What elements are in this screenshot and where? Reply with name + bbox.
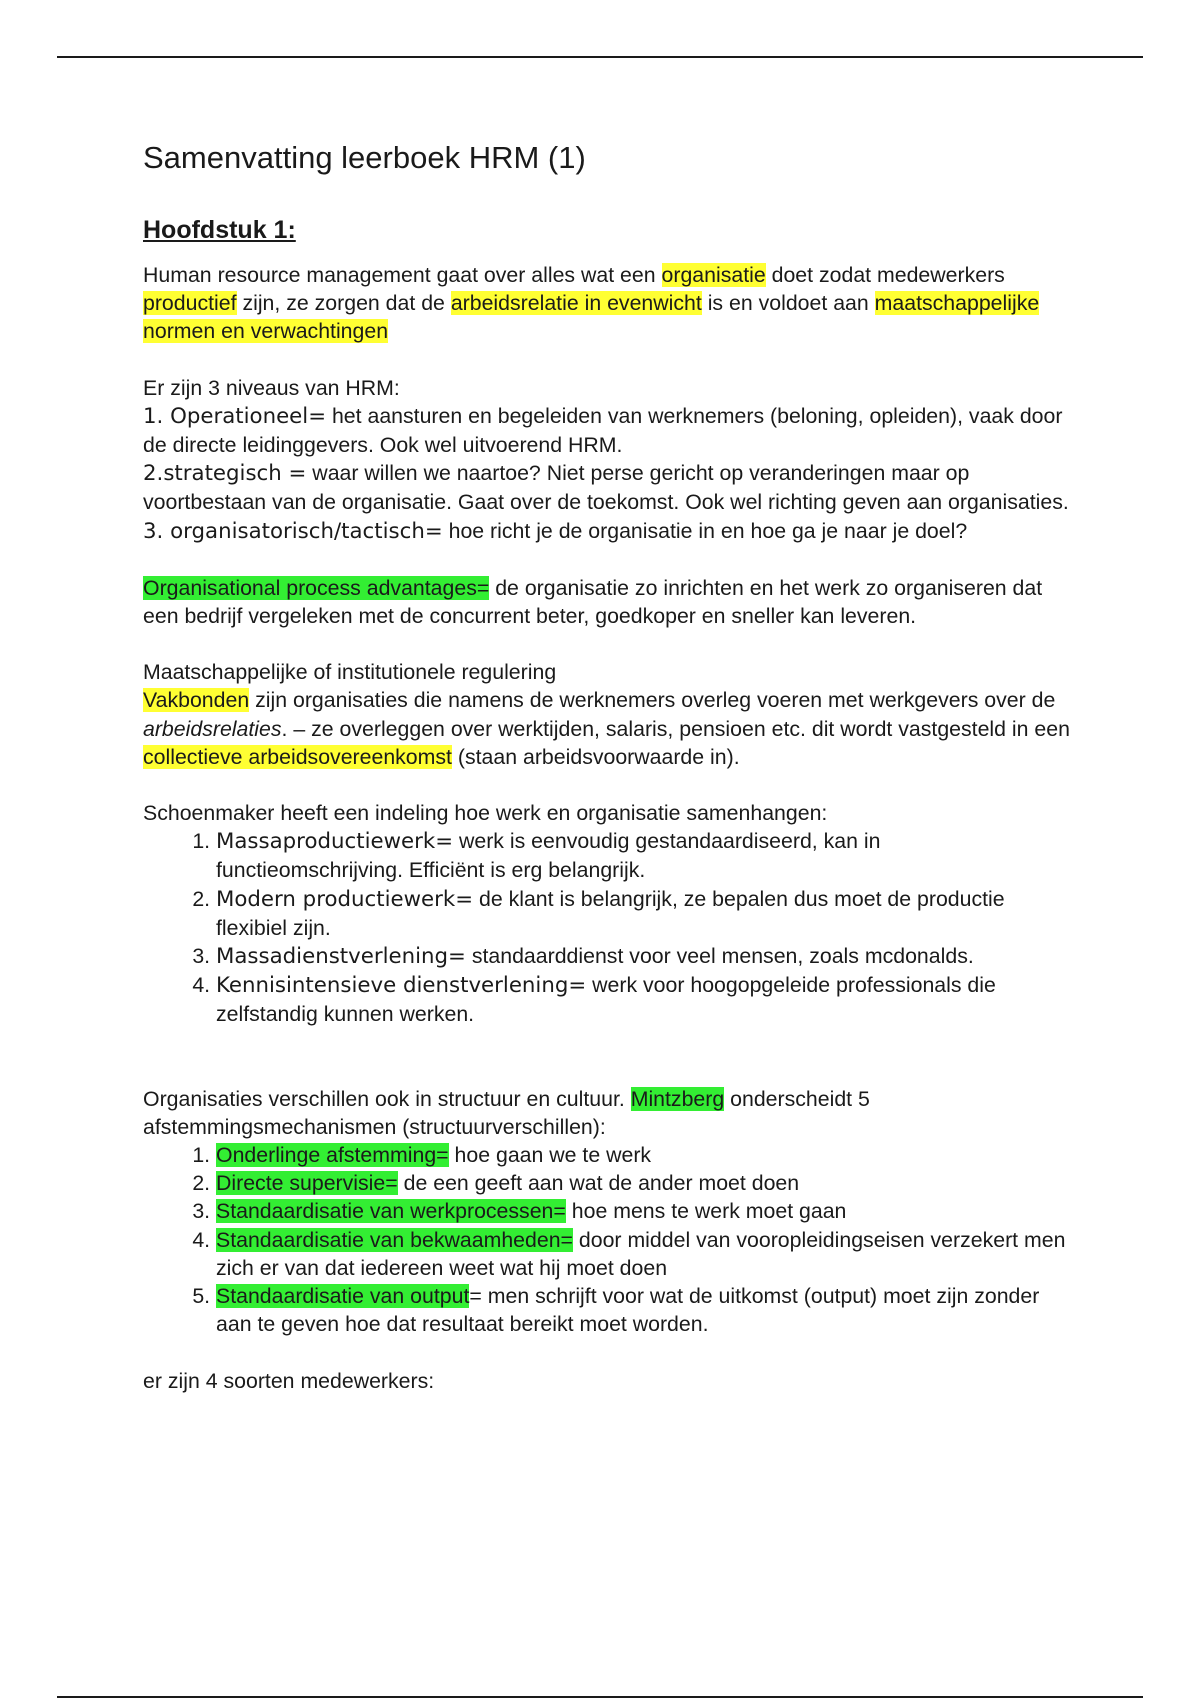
closing-line: er zijn 4 soorten medewerkers: (143, 1368, 435, 1393)
highlight: Onderlinge afstemming= (216, 1143, 449, 1168)
regulation-heading: Maatschappelijke of institutionele regulering (143, 660, 557, 685)
highlight: productief (143, 291, 237, 316)
list-item: 3. Massadienstverlening= standaarddienst voor veel mensen, zoals mcdonalds. (216, 942, 1073, 971)
highlight: Mintzberg (630, 1086, 725, 1111)
document-page (143, 138, 1073, 1395)
highlight: collectieve arbeidsovereenkomst (143, 744, 452, 769)
list-item: 1. Onderlinge afstemming= hoe gaan we te werk (216, 1141, 1073, 1169)
list-item: 4. Standaardisatie van bekwaamheden= door middel van vooropleidingseisen verzekert men zich er van dat iedereen weet wat hij moet doen (216, 1226, 1073, 1282)
top-rule (57, 56, 1143, 58)
document-title: Samenvatting leerboek HRM (1) (143, 140, 586, 175)
highlight: maatschappelijke normen en verwachtingen (143, 291, 1040, 344)
level-operational: 1. Operationeel= het aansturen en begeleiden van werknemers (beloning, opleiden), vaak door de directe leidinggevers. Ook wel uitvoerend HRM. (143, 403, 1063, 458)
list-item: 4. Kennisintensieve dienstverlening= werk voor hoogopgeleide professionals die zelfstandig kunnen werken. (216, 971, 1073, 1028)
bottom-rule (57, 1696, 1143, 1698)
mintzberg-intro: Organisaties verschillen ook in structuur en cultuur. Mintzberg onderscheidt 5 afstemmingsmechanismen (structuurverschillen): (143, 1086, 870, 1139)
highlight: organisatie (661, 263, 766, 287)
list-item: 2. Modern productiewerk= de klant is belangrijk, ze bepalen dus moet de productie flexibiel zijn. (216, 885, 1073, 942)
highlight: Vakbonden (143, 688, 250, 713)
list-item: 2. Directe supervisie= de een geeft aan wat de ander moet doen (216, 1169, 1073, 1197)
highlight: Directe supervisie= (216, 1171, 398, 1196)
highlight: Standaardisatie van output (216, 1284, 470, 1309)
level-tactical: 3. organisatorisch/tactisch= hoe richt je de organisatie in en hoe ga je naar je doel? (143, 518, 968, 544)
highlight: Standaardisatie van werkprocessen= (216, 1199, 566, 1224)
opa-paragraph: Organisational process advantages= de organisatie zo inrichten en het werk zo organiseren dat een bedrijf vergeleken met de concurrent beter, goedkoper en sneller kan leveren. (143, 575, 1043, 629)
hrm-definition: Human resource management gaat over alles wat een organisatie doet zodat medewerkers productief zijn, ze zorgen dat de arbeidsrelatie in evenwicht is en voldoet aan maatschappelijke normen en verwachtingen (143, 263, 1040, 344)
schoenmaker-list (143, 827, 1073, 1028)
highlight: Standaardisatie van bekwaamheden= (216, 1227, 573, 1252)
list-item: 3. Standaardisatie van werkprocessen= hoe mens te werk moet gaan (216, 1197, 1073, 1225)
chapter-heading: Hoofdstuk 1: (143, 216, 296, 244)
levels-intro: Er zijn 3 niveaus van HRM: (143, 375, 400, 400)
mintzberg-list (143, 1141, 1073, 1338)
unions-paragraph: Vakbonden zijn organisaties die namens de werknemers overleg voeren met werkgevers over de arbeidsrelaties. – ze overleggen over werktijden, salaris, pensioen etc. dit wordt vastgesteld in een collectieve arbeidsovereenkomst (staan arbeidsvoorwaarde in). (143, 688, 1070, 769)
level-strategic: 2.strategisch = waar willen we naartoe? Niet perse gericht op veranderingen maar op voortbestaan van de organisatie. Gaat over de toekomst. Ook wel richting geven aan organisaties. (143, 461, 1069, 515)
list-item: 5. Standaardisatie van output= men schrijft voor wat de uitkomst (output) moet zijn zonder aan te geven hoe dat resultaat bereikt moet worden. (216, 1282, 1073, 1338)
highlight: Organisational process advantages= (143, 575, 490, 600)
schoenmaker-intro: Schoenmaker heeft een indeling hoe werk en organisatie samenhangen: (143, 801, 828, 826)
list-item: 1. Massaproductiewerk= werk is eenvoudig gestandaardiseerd, kan in functieomschrijving. Efficiënt is erg belangrijk. (216, 827, 1073, 884)
highlight: arbeidsrelatie in evenwicht (450, 291, 702, 316)
